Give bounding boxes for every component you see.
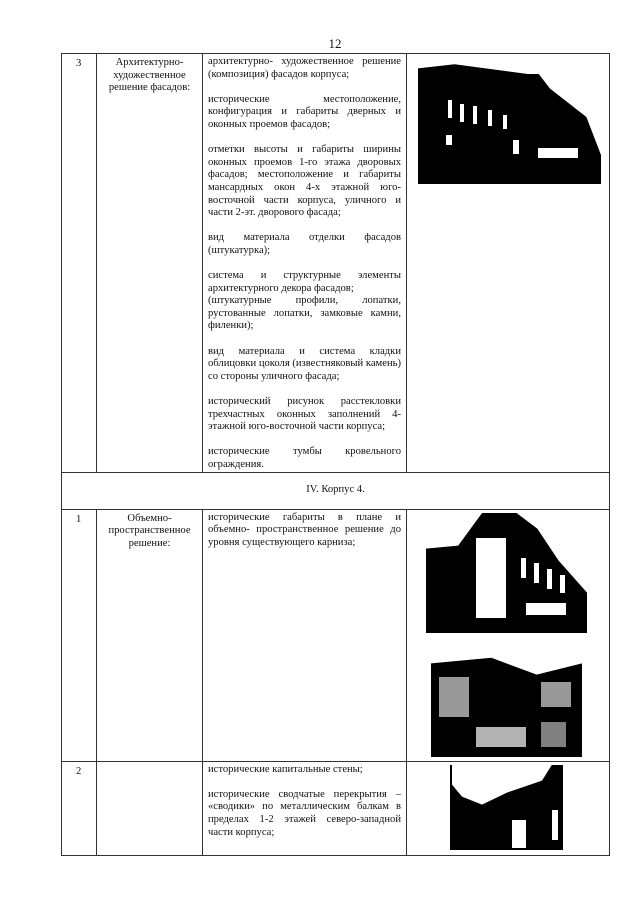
page-number: 12 bbox=[328, 36, 342, 51]
description-item: (штукатурные профили, лопатки, рустованные лопатки, замковые камни, филенки); bbox=[208, 295, 401, 332]
photo-building-courtyard bbox=[431, 647, 582, 757]
description-item: система и структурные элементы архитектурного декора фасадов; bbox=[208, 270, 401, 294]
description-item: исторические тумбы кровельного ограждения. bbox=[208, 446, 401, 470]
element-name: Объемно-пространственное решение: bbox=[97, 509, 203, 761]
element-description bbox=[203, 509, 407, 761]
description-item: вид материала отделки фасадов (штукатурка); bbox=[208, 232, 401, 256]
protection-subject-table bbox=[61, 53, 610, 856]
description-item: исторические местоположение, конфигурация и габариты дверных и оконных проемов фасадов; bbox=[208, 93, 401, 130]
row-number: 2 bbox=[62, 761, 97, 855]
photo-building-corner bbox=[426, 513, 587, 633]
description-item: исторические габариты в плане и объемно- пространственное решение до уровня существующего карниза; bbox=[208, 511, 401, 548]
element-description bbox=[203, 761, 407, 855]
section-title: IV. Корпус 4. bbox=[62, 472, 610, 509]
table-row bbox=[62, 54, 610, 473]
photo-cell bbox=[407, 54, 610, 473]
description-item: исторические капитальные стены; bbox=[208, 763, 363, 775]
description-item: исторические сводчатые перекрытия – «сводики» по металлическим балкам в пределах 1-2 этажей северо-западной части корпуса; bbox=[208, 788, 401, 838]
photo-vaulted-ceiling bbox=[450, 765, 563, 850]
table-row bbox=[62, 509, 610, 761]
row-number: 1 bbox=[62, 509, 97, 761]
photo-cell bbox=[407, 509, 610, 761]
description-item: вид материала и система кладки облицовки цоколя (известняковый камень) со стороны уличного фасада; bbox=[208, 345, 401, 382]
description-item: отметки высоты и габариты ширины оконных проемов 1-го этажа дворовых фасадов; местоположение и габариты мансардных окон 4-х этажной юго-восточной части корпуса, уличного и части 2-эт. дворового фасада; bbox=[208, 144, 401, 219]
element-name bbox=[97, 761, 203, 855]
photo-building-facade-street bbox=[418, 60, 601, 184]
row-number: 3 bbox=[62, 54, 97, 473]
table-row bbox=[62, 761, 610, 855]
description-item: исторический рисунок расстекловки трехчастных оконных заполнений 4-этажной юго-восточной части корпуса; bbox=[208, 396, 401, 433]
element-name: Архитектурно-художественное решение фасадов: bbox=[97, 54, 203, 473]
section-header-row bbox=[62, 472, 610, 509]
element-description bbox=[203, 54, 407, 473]
photo-cell bbox=[407, 761, 610, 855]
description-item: архитектурно- художественное решение (композиция) фасадов корпуса; bbox=[208, 56, 401, 80]
